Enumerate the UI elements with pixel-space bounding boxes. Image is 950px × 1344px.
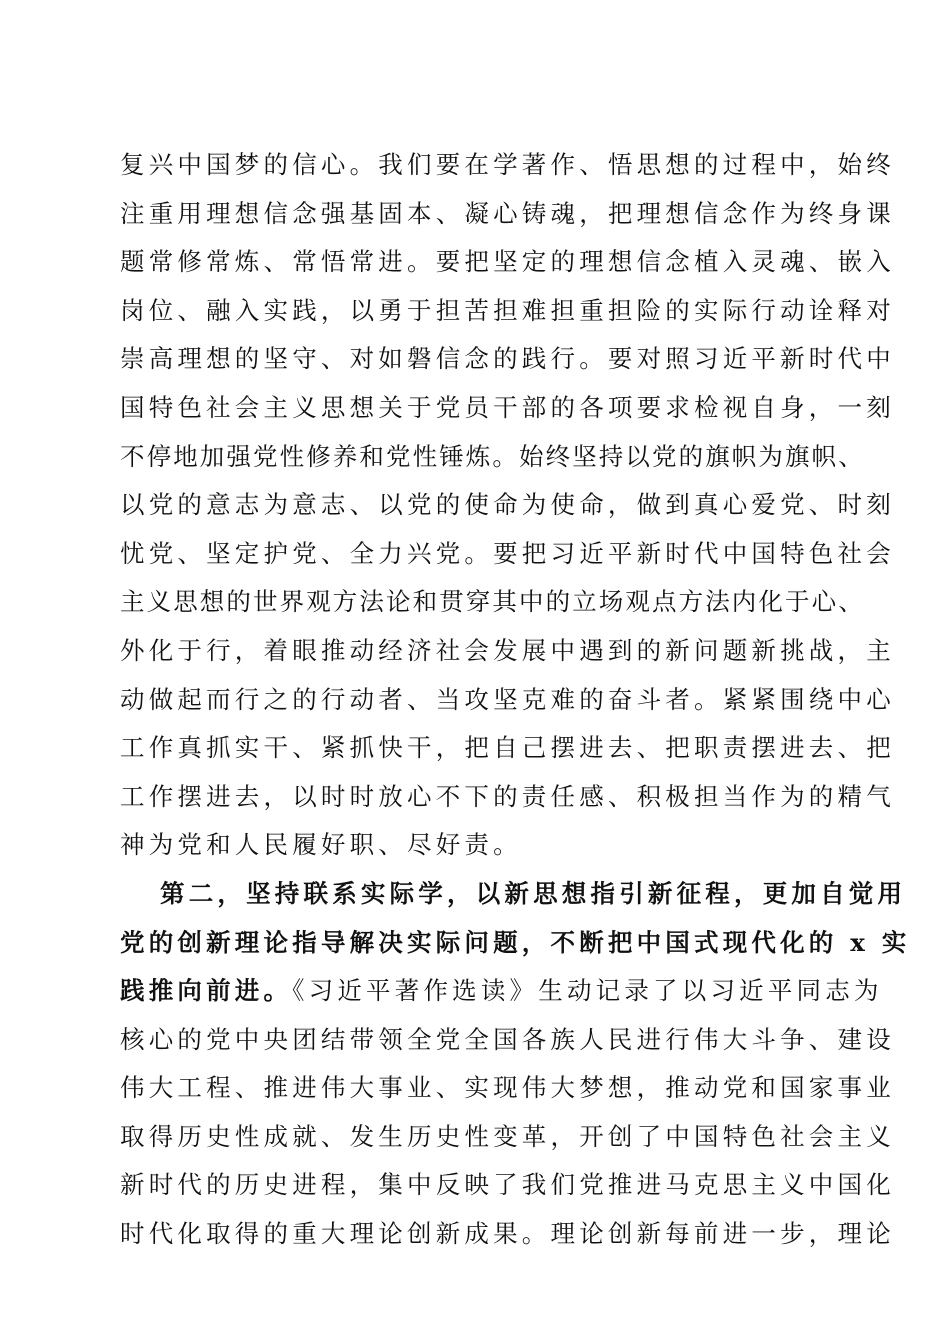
text-line: 注重用理想信念强基固本、凝心铸魂，把理想信念作为终身课 [120,198,895,228]
text-line: 取得历史性成就、发生历史性变革，开创了中国特色社会主义 [120,1121,895,1151]
text-line: 核心的党中央团结带领全党全国各族人民进行伟大斗争、建设 [120,1024,895,1054]
text-line: 时代化取得的重大理论创新成果。理论创新每前进一步，理论 [120,1219,895,1249]
text-line: 主义思想的世界观方法论和贯穿其中的立场观点方法内化于心、 [120,587,865,617]
document-body [120,141,911,1259]
text-line: 神为党和人民履好职、尽好责。 [120,830,522,860]
text-line: 国特色社会主义思想关于党员干部的各项要求检视自身，一刻 [120,392,895,422]
text-line [120,967,883,1016]
text-line: 新时代的历史进程，集中反映了我们党推进马克思主义中国化 [120,1170,895,1200]
text-line: 忧党、坚定护党、全力兴党。要把习近平新时代中国特色社会 [120,538,895,568]
text-line: 工作真抓实干、紧抓快干，把自己摆进去、把职责摆进去、把 [120,733,895,763]
section-heading-line: 党的创新理论指导解决实际问题，不断把中国式现代化的 x 实 [120,927,911,957]
text-line: 复兴中国梦的信心。我们要在学著作、悟思想的过程中，始终 [120,150,895,179]
section-heading-end: 践推向前进。 [120,976,293,1006]
text-line: 以党的意志为意志、以党的使命为使命，做到真心爱党、时刻 [120,490,895,520]
text-line: 动做起而行之的行动者、当攻坚克难的奋斗者。紧紧围绕中心 [120,684,895,714]
text-line: 崇高理想的坚守、对如磐信念的践行。要对照习近平新时代中 [120,344,895,374]
text-line: 工作摆进去，以时时放心不下的责任感、积极担当作为的精气 [120,781,895,811]
section-heading-line: 第二，坚持联系实际学，以新思想指引新征程，更加自觉用 [160,878,907,908]
text-line: 题常修常炼、常悟常进。要把坚定的理想信念植入灵魂、嵌入 [120,247,895,277]
text-line: 不停地加强党性修养和党性锤炼。始终坚持以党的旗帜为旗帜、 [120,441,865,471]
text-span: 《习近平著作选读》生动记录了以习近平同志为 [292,976,883,1006]
text-line: 岗位、融入实践，以勇于担苦担难担重担险的实际行动诠释对 [120,295,895,325]
text-line: 外化于行，着眼推动经济社会发展中遇到的新问题新挑战，主 [120,635,895,665]
text-line: 伟大工程、推进伟大事业、实现伟大梦想，推动党和国家事业 [120,1073,895,1103]
